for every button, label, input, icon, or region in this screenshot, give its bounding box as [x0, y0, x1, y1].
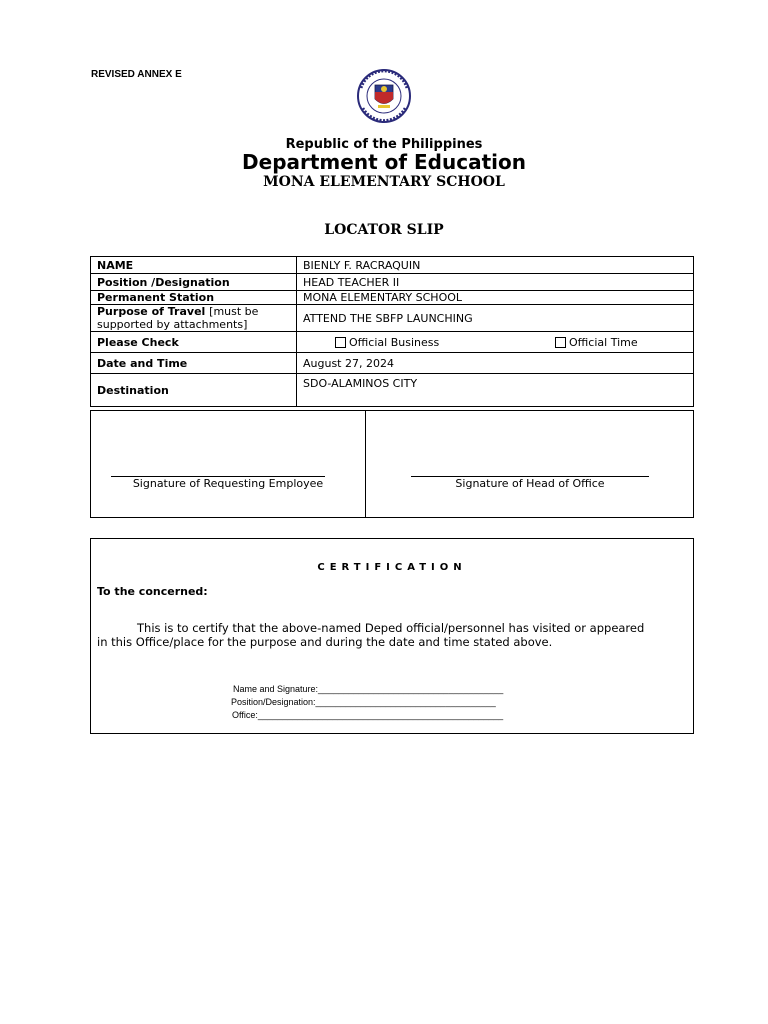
name-value[interactable]: BIENLY F. RACRAQUIN: [297, 257, 694, 274]
table-row: [91, 332, 694, 353]
destination-label: Destination: [91, 374, 297, 407]
date-label: Date and Time: [91, 353, 297, 374]
table-row: [91, 291, 694, 305]
table-row: [91, 274, 694, 291]
name-label: NAME: [91, 257, 297, 274]
check-options: [297, 332, 694, 353]
official-business-option[interactable]: [303, 336, 555, 349]
purpose-note: [must be supported by attachments]: [97, 305, 259, 331]
deped-seal-logo: [347, 68, 421, 124]
destination-value[interactable]: SDO-ALAMINOS CITY: [297, 374, 694, 407]
name-signature-field[interactable]: Name and Signature:_____________________________________: [233, 684, 504, 694]
table-row: [91, 305, 694, 332]
purpose-value[interactable]: ATTEND THE SBFP LAUNCHING: [297, 305, 694, 332]
signature-box: [90, 410, 694, 518]
employee-signature-label: Signature of Requesting Employee: [132, 477, 324, 490]
certification-box: [90, 538, 694, 734]
form-title: LOCATOR SLIP: [324, 222, 444, 238]
official-time-checkbox[interactable]: [555, 337, 566, 348]
locator-info-table: [90, 256, 694, 407]
official-time-label: Official Time: [569, 335, 638, 349]
table-row: [91, 257, 694, 274]
purpose-label-text: Purpose of Travel: [97, 305, 206, 318]
head-signature-label: Signature of Head of Office: [455, 477, 605, 490]
republic-heading: Republic of the Philippines: [285, 137, 483, 152]
to-concerned-label: To the concerned:: [97, 585, 208, 598]
annex-label: REVISED ANNEX E: [91, 69, 182, 80]
station-label: Permanent Station: [91, 291, 297, 305]
certification-title: CERTIFICATION: [317, 562, 467, 573]
position-value[interactable]: HEAD TEACHER II: [297, 274, 694, 291]
certification-body-line-2: in this Office/place for the purpose and during the date and time stated above.: [97, 635, 553, 649]
table-row: [91, 353, 694, 374]
table-row: [91, 374, 694, 407]
position-label: Position /Designation: [91, 274, 297, 291]
school-heading: MONA ELEMENTARY SCHOOL: [263, 174, 505, 190]
department-heading: Department of Education: [242, 150, 526, 174]
official-business-checkbox[interactable]: [335, 337, 346, 348]
signature-divider: [365, 411, 366, 517]
certification-body: [97, 621, 691, 649]
date-value[interactable]: August 27, 2024: [297, 353, 694, 374]
certification-body-line-1: This is to certify that the above-named Deped official/personnel has visited or appeared: [137, 621, 645, 635]
purpose-label: [91, 305, 297, 332]
station-value[interactable]: MONA ELEMENTARY SCHOOL: [297, 291, 694, 305]
official-time-option[interactable]: [555, 336, 638, 349]
position-designation-field[interactable]: Position/Designation:____________________________________: [231, 697, 496, 707]
office-field[interactable]: Office:_________________________________________________: [232, 710, 504, 720]
check-label: Please Check: [91, 332, 297, 353]
official-business-label: Official Business: [349, 335, 440, 349]
